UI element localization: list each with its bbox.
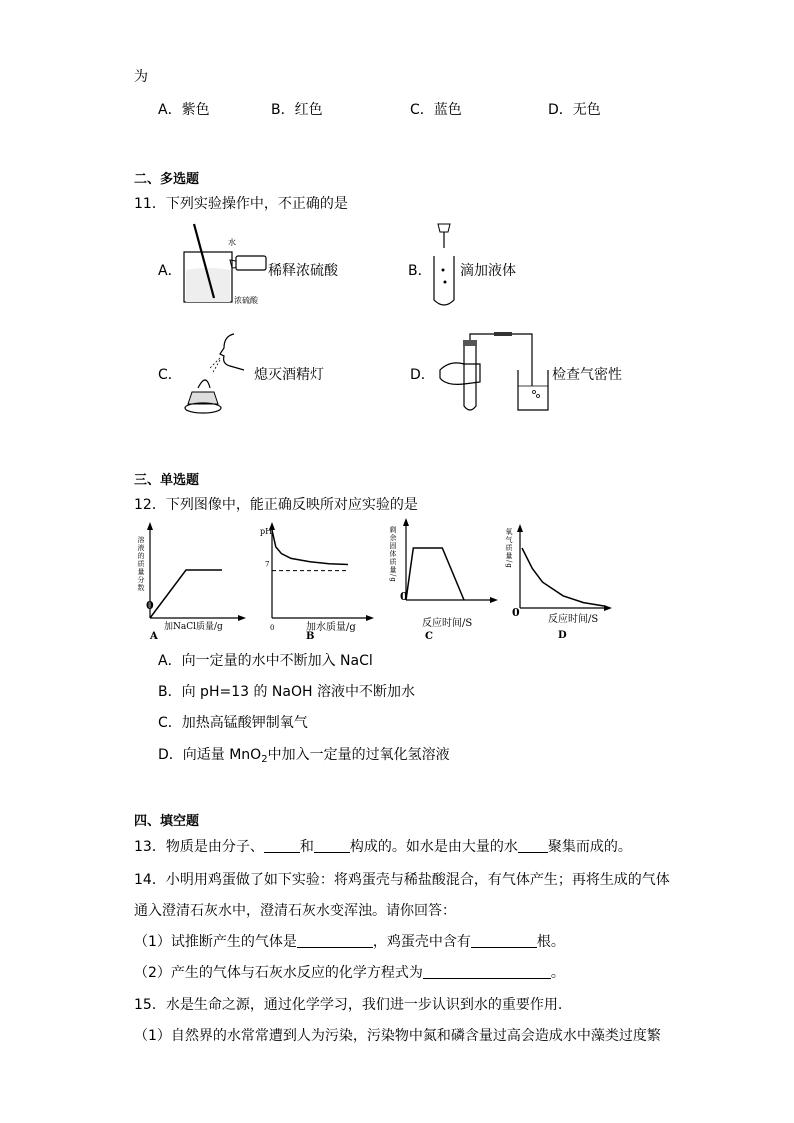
beaker-icon [518,370,548,410]
q11-option-a-letter[interactable]: A． [158,263,182,279]
chart-a-ylabel: 溶液的质量分数 [137,536,145,592]
chart-d-origin: 0 [512,606,520,619]
dropper-test-tube-illustration [428,220,460,312]
face-profile-icon [220,334,244,370]
q12-option-d[interactable]: D．向适量 MnO$_2$中加入一定量的过氧化氢溶液 [158,747,450,765]
q11-option-d-label: 检查气密性 [552,367,622,383]
airtightness-check-illustration [436,330,554,414]
q10-stem-tail: 为 [134,69,148,85]
q11-option-b-letter[interactable]: B． [408,263,432,279]
q14-line-1: 14．小明用鸡蛋做了如下实验：将鸡蛋壳与稀盐酸混合，有气体产生；再将生成的气体 [134,872,670,888]
dilute-acid-illustration [180,220,272,308]
q12-option-a[interactable]: A．向一定量的水中不断加入 NaCl [158,653,373,669]
hand-icon [440,363,480,385]
chart-a-origin: 0 [146,599,154,612]
flame-icon [198,380,210,388]
blow-out-lamp-illustration [180,332,254,416]
chart-a-xlabel: 加NaCl质量/g [164,622,223,632]
svg-text:浓硫酸: 浓硫酸 [234,296,258,305]
q12-option-c[interactable]: C．加热高锰酸钾制氧气 [158,715,308,731]
chart-d-panel: D [558,630,567,641]
chart-d-ylabel: 氧气质量/g [505,528,513,569]
q14-blank-gas[interactable] [297,933,373,948]
chart-a-panel: A [150,631,158,642]
section-title-fill-in: 四、填空题 [134,814,200,829]
chart-b-panel: B [306,631,315,642]
q14-blank-equation[interactable] [423,964,551,979]
q14-blank-radical[interactable] [471,933,537,948]
q10-option-a[interactable]: A．紫色 [158,102,210,118]
chart-b-origin: 0 [270,624,275,632]
chart-c-ylabel: 剩余固体质量/g [389,526,397,583]
q11-stem: 11．下列实验操作中，不正确的是 [134,196,348,212]
chart-c-series-line [406,548,464,600]
q14-line-2: 通入澄清石灰水中，澄清石灰水变浑浊。请你回答： [134,903,456,919]
chart-b [258,518,378,643]
chart-d-xlabel: 反应时间/S [548,614,599,625]
q11-option-c-letter[interactable]: C． [158,367,182,383]
q10-option-c[interactable]: C．蓝色 [410,102,462,118]
q15-line-2: （1）自然界的水常常遭到人为污染，污染物中氮和磷含量过高会造成水中藻类过度繁 [134,1028,661,1044]
section-title-multi-choice: 二、多选题 [134,172,200,187]
chart-b-series-line [272,530,348,565]
q13-blank-2[interactable] [314,838,350,853]
chart-a-series-line [150,570,222,618]
q14-sub-2: （2）产生的气体与石灰水反应的化学方程式为 。 [134,965,565,981]
chart-c-panel: C [425,631,433,642]
chart-b-ylabel: pH [260,527,273,536]
q11-option-b-label: 滴加液体 [460,263,516,279]
svg-text:水: 水 [228,238,236,247]
chart-d-series-line [522,548,604,606]
chart-d [505,518,618,643]
q10-option-d[interactable]: D．无色 [548,102,601,118]
q15-line-1: 15．水是生命之源，通过化学学习，我们进一步认识到水的重要作用. [134,997,563,1013]
chart-b-ref-label: 7 [265,560,270,569]
q13-blank-3[interactable] [518,838,548,853]
test-tube-icon [434,256,454,305]
chart-a [130,518,250,643]
chart-c-xlabel: 反应时间/S [422,618,473,629]
q12-stem: 12．下列图像中，能正确反映所对应实验的是 [134,497,418,513]
chart-b-xlabel: 加水质量/g [306,622,356,633]
q13-line: 13．物质是由分子、 和 构成的。如水是由大量的水 聚集而成的。 [134,839,632,855]
chart-c-origin: 0 [400,590,408,603]
q14-sub-1: （1）试推断产生的气体是 ，鸡蛋壳中含有 根。 [134,934,565,950]
bottle-icon [236,256,266,270]
q12-option-b[interactable]: B．向 pH=13 的 NaOH 溶液中不断加水 [158,684,415,700]
q11-option-c-label: 熄灭酒精灯 [254,367,324,383]
chart-c [390,518,500,643]
section-title-single-choice: 三、单选题 [134,473,200,488]
q10-option-b[interactable]: B．红色 [271,102,323,118]
q11-option-d-letter[interactable]: D． [410,367,435,383]
q13-blank-1[interactable] [264,838,300,853]
q11-option-a-label: 稀释浓硫酸 [268,263,338,279]
